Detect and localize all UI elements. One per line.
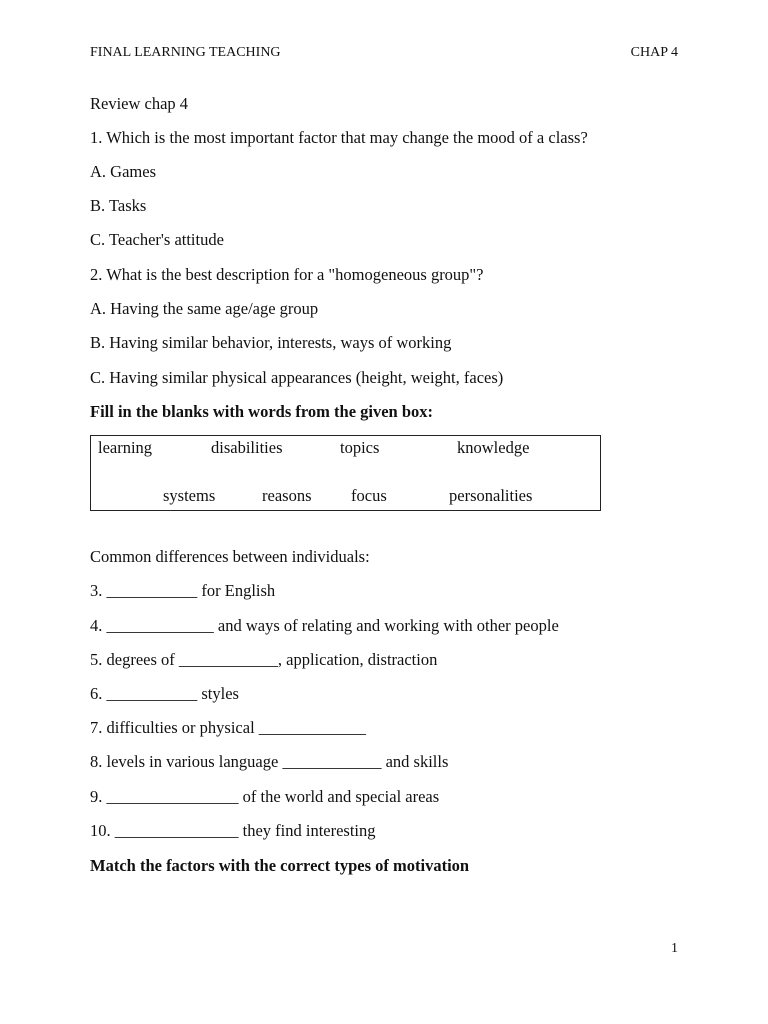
differences-intro: Common differences between individuals: <box>90 547 370 566</box>
question-2-option-b: B. Having similar behavior, interests, ways of working <box>90 333 452 352</box>
question-2-option-c: C. Having similar physical appearances (height, weight, faces) <box>90 368 504 387</box>
blank-item-4: 4. _____________ and ways of relating and working with other people <box>90 616 559 635</box>
fill-in-heading: Fill in the blanks with words from the given box: <box>90 402 434 421</box>
word-box-item: personalities <box>449 486 533 505</box>
page-header <box>90 45 678 65</box>
section-title: Review chap 4 <box>90 94 189 113</box>
word-box-item: reasons <box>262 486 312 505</box>
match-heading: Match the factors with the correct types of motivation <box>90 856 470 875</box>
question-2-option-a: A. Having the same age/age group <box>90 299 319 318</box>
word-box <box>90 435 601 511</box>
blank-item-6: 6. ___________ styles <box>90 684 239 703</box>
blank-item-9: 9. ________________ of the world and special areas <box>90 787 440 806</box>
header-course-title: FINAL LEARNING TEACHING <box>90 45 281 60</box>
blank-item-5: 5. degrees of ____________, application, distraction <box>90 650 438 669</box>
word-box-item: systems <box>163 486 216 505</box>
word-box-item: focus <box>351 486 387 505</box>
question-1-option-b: B. Tasks <box>90 196 147 215</box>
question-1-option-c: C. Teacher's attitude <box>90 230 224 249</box>
word-box-item: topics <box>340 438 380 457</box>
question-2-stem: 2. What is the best description for a "homogeneous group"? <box>90 265 484 284</box>
question-1-stem: 1. Which is the most important factor that may change the mood of a class? <box>90 128 588 147</box>
page-number: 1 <box>671 941 678 956</box>
word-box-item: disabilities <box>211 438 283 457</box>
blank-item-8: 8. levels in various language ____________ and skills <box>90 752 449 771</box>
question-1-option-a: A. Games <box>90 162 156 181</box>
blank-item-3: 3. ___________ for English <box>90 581 276 600</box>
word-box-item: learning <box>98 438 153 457</box>
header-chapter: CHAP 4 <box>630 45 678 60</box>
blank-item-7: 7. difficulties or physical _____________ <box>90 718 367 737</box>
word-box-item: knowledge <box>457 438 530 457</box>
blank-item-10: 10. _______________ they find interesting <box>90 821 376 840</box>
